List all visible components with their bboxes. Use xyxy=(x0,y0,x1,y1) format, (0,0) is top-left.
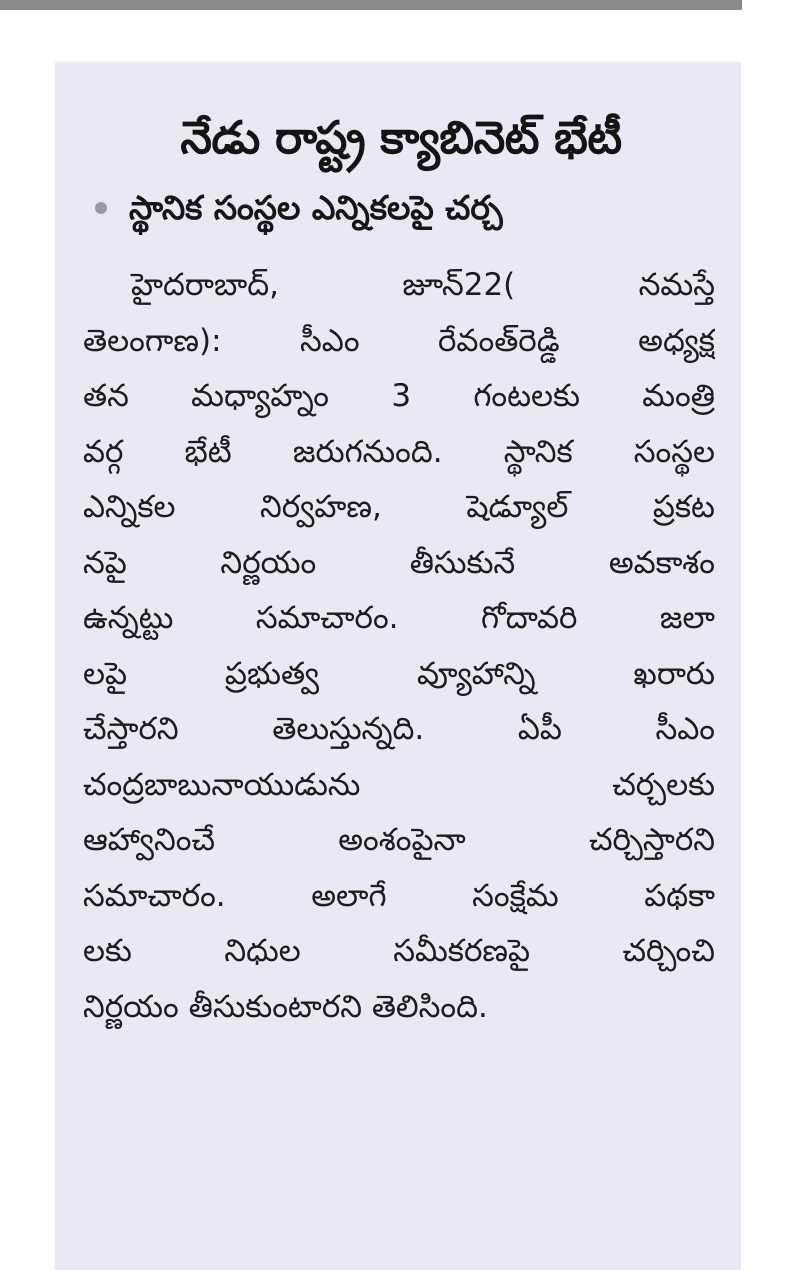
body-line-12: సమాచారం. అలాగే సంక్షేమ పథకా xyxy=(83,877,715,914)
body-line-1: హైదరాబాద్, జూన్22( నమస్తే xyxy=(131,267,715,303)
headline: నేడు రాష్ట్ర క్యాబినెట్ భేటీ xyxy=(180,111,622,164)
article-body xyxy=(83,258,719,1035)
body-line-9: చేస్తారని తెలుస్తున్నది. ఏపీ సీఎం xyxy=(83,711,715,747)
top-divider-bar xyxy=(0,0,742,10)
bullet-icon xyxy=(95,202,107,214)
body-line-3: తన మధ్యాహ్నం 3 గంటలకు మంత్రి xyxy=(83,378,715,414)
body-line-8: లపై ప్రభుత్వ వ్యూహాన్ని ఖరారు xyxy=(83,655,715,692)
news-clipping xyxy=(55,62,741,1270)
body-line-6: నపై నిర్ణయం తీసుకునే అవకాశం xyxy=(83,544,715,581)
subheading: స్థానిక సంస్థల ఎన్నికలపై చర్చ xyxy=(129,188,503,227)
body-line-11: ఆహ్వానించే అంశంపైనా చర్చిస్తారని xyxy=(83,822,715,858)
body-line-14: నిర్ణయం తీసుకుంటారని తెలిసింది. xyxy=(83,988,488,1025)
body-line-7: ఉన్నట్టు సమాచారం. గోదావరి జలా xyxy=(83,600,715,636)
body-line-5: ఎన్నికల నిర్వహణ, షెడ్యూల్ ప్రకట xyxy=(83,489,715,525)
body-line-4: వర్గ భేటీ జరుగనుంది. స్థానిక సంస్థల xyxy=(83,433,715,470)
subheading-row xyxy=(83,184,719,232)
body-line-10: చంద్రబాబునాయుడును చర్చలకు xyxy=(83,766,715,803)
body-line-2: తెలంగాణ): సీఎం రేవంత్‌రెడ్డి అధ్యక్ష xyxy=(83,322,715,359)
body-line-13: లకు నిధుల సమీకరణపై చర్చించి xyxy=(83,933,715,969)
